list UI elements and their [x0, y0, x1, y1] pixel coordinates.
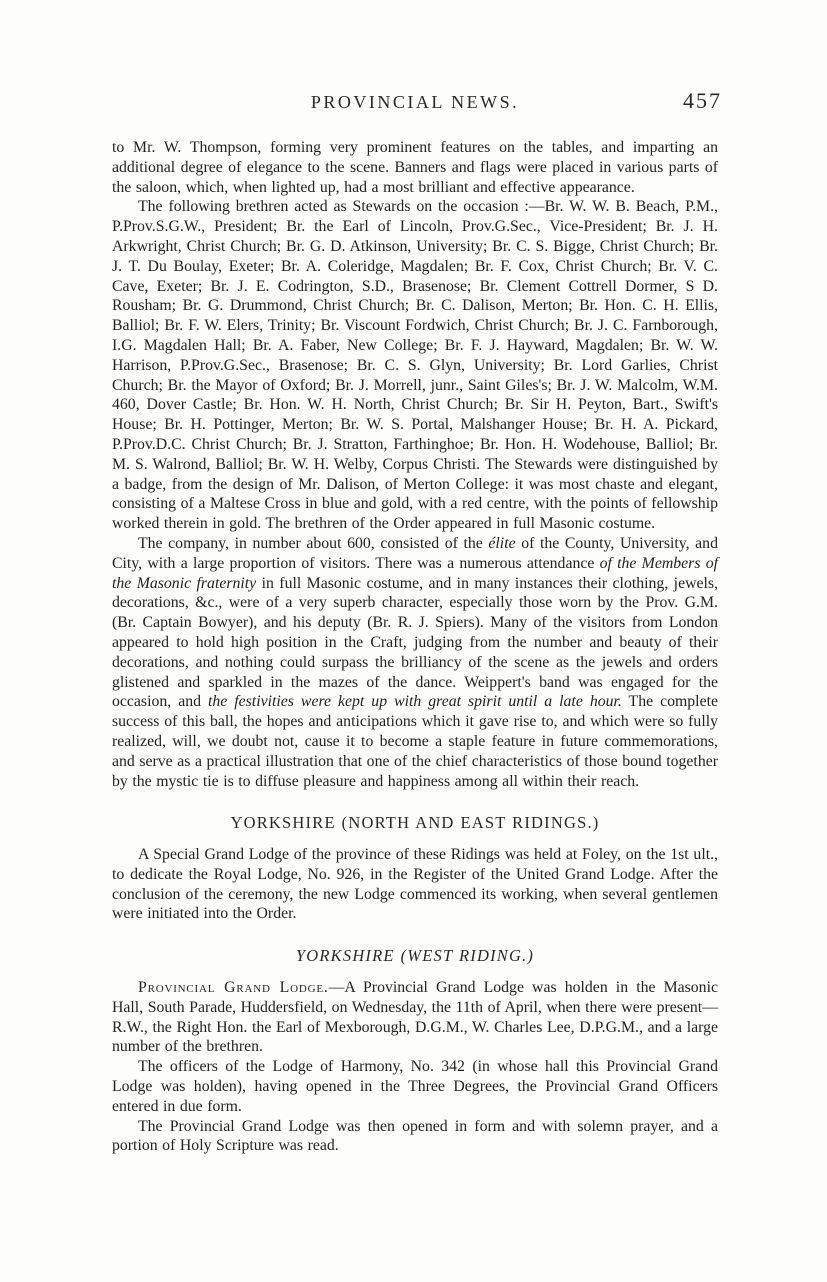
- page-number: 457: [683, 88, 722, 113]
- text-segment: The officers of the Lodge of Harmony, No. 342 (in whose hall this Provincial Grand Lodge was holden), having opened in the Three Degrees, the Provincial Grand Officers entered in due form.: [112, 1058, 718, 1115]
- article-body: [112, 138, 718, 1156]
- running-title: PROVINCIAL NEWS.: [310, 92, 520, 112]
- paragraph-stewards-list: [112, 197, 718, 534]
- paragraph-lodge-of-harmony: [112, 1057, 718, 1116]
- paragraph-special-grand-lodge: [112, 845, 718, 924]
- text-segment: The Provincial Grand Lodge was then opened in form and with solemn prayer, and a portion of Holy Scripture was read.: [112, 1117, 718, 1155]
- page-header: [112, 88, 722, 120]
- text-column: [112, 88, 722, 1156]
- text-segment: in full Masonic costume, and in many instances their clothing, jewels, decorations, &c., were of a very superb character, especially those worn by the Prov. G.M. (Br. Captain Bowyer), and his deputy (Br. R. J. Spiers). Many of the visitors from London appeared to hold high position in the Craft, judging from the number and beauty of their decorations, and nothing could surpass the brilliancy of the scene as the jewels and orders glistened and sparkled in the mazes of the dance. Weippert's band was engaged for the occasion, and: [112, 574, 718, 711]
- text-segment: The complete success of this ball, the hopes and anticipations which it gave rise to, and which were so fully realized, will, we doubt not, cause it to become a staple feature in future commemorations, and serve as a practical illustration that one of the chief characteristics of those bound together by the mystic tie is to diffuse pleasure and happiness among all within their reach.: [112, 693, 718, 790]
- text-segment: —A Provincial Grand Lodge was holden in the Masonic Hall, South Parade, Huddersfield, on Wednesday, the 11th of April, when there were present—R.W., the Right Hon. the Earl of Mexborough, D.G.M., W. Charles Lee, D.P.G.M., and a large number of the brethren.: [112, 979, 718, 1056]
- paragraph-company-description: [112, 534, 718, 791]
- text-segment: élite: [488, 534, 516, 552]
- text-segment: The company, in number about 600, consisted of the: [138, 534, 489, 552]
- text-segment: of the County, University, and City, with a large proportion of visitors. There was a numerous attendance: [112, 534, 718, 572]
- text-segment: to Mr. W. Thompson, forming very prominent features on the tables, and imparting an additional degree of elegance to the scene. Banners and flags were placed in various parts of the saloon, which, when lighted up, had a most brilliant and effective appearance.: [112, 139, 718, 196]
- text-segment: The following brethren acted as Stewards on the occasion :—Br. W. W. B. Beach, P.M., P.Prov.S.G.W., President; Br. the Earl of Lincoln, Prov.G.Sec., Vice-President; Br. J. H. Arkwright, Christ Church; Br. G. D. Atkinson, University; Br. C. S. Bigge, Christ Church; Br. J. T. Du Boulay, Exeter; Br. A. Coleridge, Magdalen; Br. F. Cox, Christ Church; Br. V. C. Cave, Exeter; Br. J. E. Codrington, S.D., Brasenose; Br. Clement Cottrell Dormer, S D. Rousham; Br. G. Drummond, Christ Church; Br. C. Dalison, Merton; Br. Hon. C. H. Ellis, Balliol; Br. F. W. Elers, Trinity; Br. Viscount Fordwich, Christ Church; Br. J. C. Farnborough, I.G. Magdalen Hall; Br. A. Faber, New College; Br. F. J. Hayward, Magdalen; Br. W. W. Harrison, P.Prov.G.Sec., Brasenose; Br. C. S. Glyn, University; Br. Lord Garlies, Christ Church; Br. the Mayor of Oxford; Br. J. Morrell, junr., Saint Giles's; Br. J. W. Malcolm, W.M. 460, Dover Castle; Br. Hon. W. H. North, Christ Church; Br. Sir H. Peyton, Bart., Swift's House; Br. H. Pottinger, Merton; Br. W. S. Portal, Malshanger House; Br. H. A. Pickard, P.Prov.D.C. Christ Church; Br. J. Stratton, Farthinghoe; Br. Hon. H. Wodehouse, Balliol; Br. M. S. Walrond, Balliol; Br. W. H. Welby, Corpus Christi. The Stewards were distinguished by a badge, from the design of Mr. Dalison, of Merton College: it was most chaste and elegant, consisting of a Maltese Cross in blue and gold, with a red centre, with the points of fellowship worked therein in gold. The brethren of the Order appeared in full Masonic costume.: [112, 198, 718, 533]
- section-heading-yorkshire-north-east: YORKSHIRE (NORTH AND EAST RIDINGS.): [230, 813, 600, 833]
- paragraph-continuation: [112, 138, 718, 197]
- paragraph-opening-prayer: [112, 1117, 718, 1157]
- section-heading-yorkshire-west: YORKSHIRE (WEST RIDING.): [295, 946, 535, 966]
- text-segment: A Special Grand Lodge of the province of these Ridings was held at Foley, on the 1st ult., to dedicate the Royal Lodge, No. 926, in the Register of the United Grand Lodge. After the conclusion of the ceremony, the new Lodge commenced its working, when several gentlemen were initiated into the Order.: [112, 846, 718, 923]
- text-segment: of the Members of the Masonic fraternity: [112, 554, 718, 592]
- text-segment: Provincial Grand Lodge.: [138, 979, 329, 997]
- paragraph-provincial-grand-lodge: [112, 978, 718, 1057]
- text-segment: the festivities were kept up with great spirit until a late hour.: [207, 693, 622, 711]
